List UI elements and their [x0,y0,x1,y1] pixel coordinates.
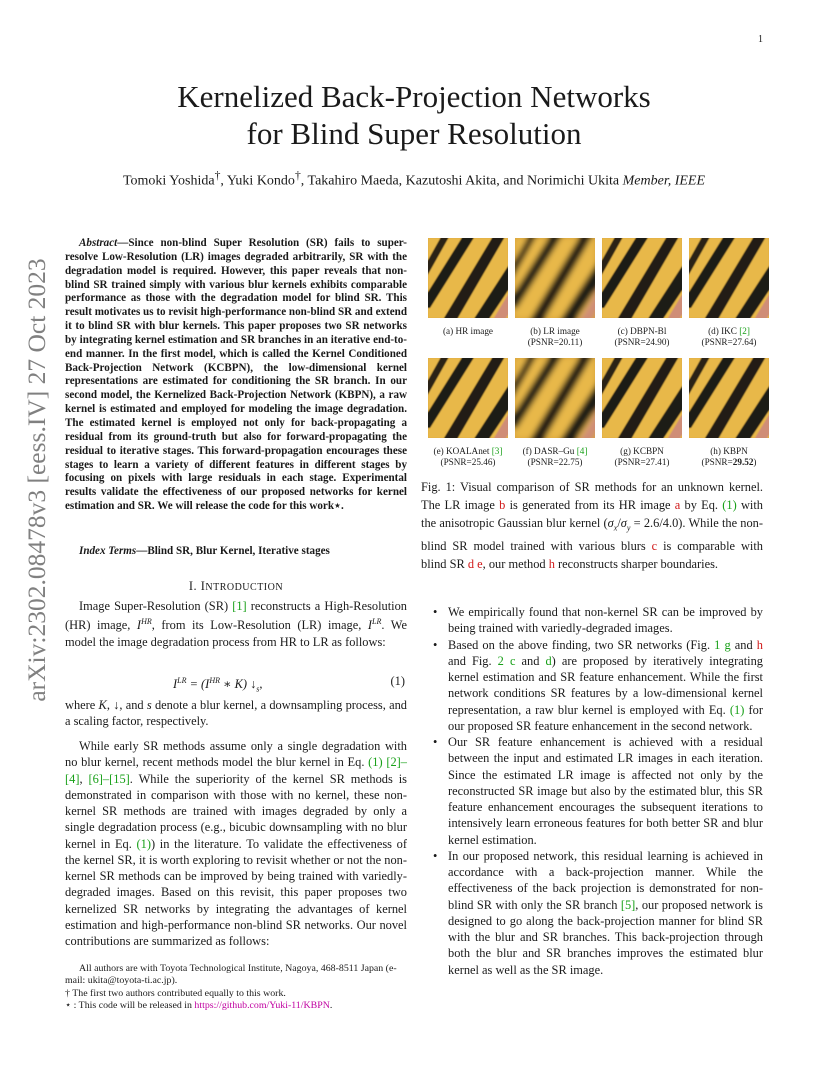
figure-link[interactable]: d [545,653,552,668]
subfigure-psnr: (PSNR=27.41) [614,457,670,467]
subfigure-caption [686,326,772,348]
citation-link[interactable]: [2]–[4] [65,755,407,786]
subfigure-link[interactable]: d [467,557,475,572]
abstract-label: Abstract [79,237,118,249]
list-item [433,637,763,735]
list-item-text: , our proposed network is designed to go along the back-projection manner for blind SR with the blur and SR branches. This back-projection through both the blur and SR branches improves the estimated blur kernel as well as the SR image. [448,897,764,977]
subfigure-image [602,358,682,438]
list-item-text: We empirically found that non-kernel SR can be improved by being trained with variedly-degraded images. [448,605,763,636]
figure-1 [428,238,773,470]
figure-link[interactable]: 2 [497,653,504,668]
subfigure-caption-title [599,326,685,337]
subfigure-psnr: (PSNR=24.90) [614,337,670,347]
subfigure-psnr: (PSNR=22.75) [527,457,583,467]
subfigure-caption-title [599,446,685,457]
equation-link[interactable]: (1) [368,755,383,770]
subfigure-caption [425,326,511,337]
subfigure-caption [512,326,598,348]
subfigure-caption [425,446,511,468]
list-item-text: and Fig. [448,653,498,668]
section-heading-introduction: I. INTRODUCTION [188,579,284,593]
subfigure-caption-label: (b) LR image [530,326,580,336]
equation-link[interactable]: (1) [722,498,737,512]
subfigure-caption-title [686,326,772,337]
citation-link[interactable]: [6]–[15] [88,771,130,786]
list-item-text: and [515,653,546,668]
subfigure-caption [686,446,772,468]
contributions-list [433,604,763,978]
footnotes [65,963,407,1012]
paper-title [0,78,828,152]
subfigure-image [515,238,595,318]
intro-p3-text-c: ) in the literature. To validate the effectiveness of the kernel SR, it is worth exploring to revisit whether or not the non-kernel SR methods can be improved by being trained with variedly-degraded images. Based on this revisit, this paper proposes two kernelized SR networks by integrating the advantages of kernel estimation and high-performance non-blind SR networks. Our novel contributions are summarized as follows: [65,836,407,948]
citation-link[interactable]: [2] [739,326,750,336]
subfigure-caption-title [686,446,772,457]
caption-text: is generated from its HR image [505,498,675,512]
subfigure-psnr: (PSNR=27.64) [701,337,757,347]
intro-paragraph-3 [65,738,407,949]
list-item-text: Based on the above finding, two SR networks (Fig. [448,637,715,652]
caption-text: by Eq. [680,498,723,512]
footnote-equal-contribution: † The first two authors contributed equally to this work. [65,987,286,999]
subfigure-caption-label: (d) IKC [708,326,740,336]
list-item-text: Our SR feature enhancement is achieved with a residual between the input and estimated LR images in each iteration. Since the estimated LR image is affected not only by the reconstructed SR image but also by the estimated blur, this SR feature enhancement encourages the subsequent iterations to intensively learn erroneous features for both better SR and blur kernel estimation. [448,735,763,847]
subfigure-caption [599,446,685,468]
equation-number: (1) [390,674,405,688]
subfigure-caption-label: (a) HR image [442,326,493,336]
index-terms-text: —Blind SR, Blur Kernel, Iterative stages [136,545,330,557]
subfigure-link[interactable]: c [651,539,658,554]
caption-text: with the anisotropic Gaussian blur kernel $(\sigma_x/\sigma_y = 2.6/4.0)$. While the non-blind SR model trained with various blurs [421,498,763,554]
citation-link[interactable]: [5] [620,897,636,912]
separator: , [79,771,89,786]
list-item [433,734,763,848]
subfigure-caption-label: (c) DBPN-Bl [617,326,667,336]
figure-link[interactable]: g [724,637,731,652]
caption-text: is comparable with blind SR [421,539,763,572]
subfigure-link[interactable]: h [548,557,555,572]
subfigure-image [515,358,595,438]
subfigure-image [428,238,508,318]
subfigure-caption-label: (e) KOALAnet [433,446,492,456]
subfigure-image [428,358,508,438]
page-number: 1 [758,34,763,45]
abstract [65,237,407,514]
list-item-text: and [730,637,757,652]
subfigure-caption-label: (h) KBPN [710,446,748,456]
caption-text: , our method [482,557,549,572]
abstract-text: —Since non-blind Super Resolution (SR) fails to super-resolve Low-Resolution (LR) images degraded arbitrarily, SR with the degradation model is required. However, this paper reveals that non-blind SR trained simply with various blur kernels exhibits comparable performance as those with the degradation model for blind SR. This result motivates us to revisit high-performance non-blind SR and extend it to blind SR with blur kernels. This paper proposes two SR networks by integrating kernel estimation and SR branches in an iterative end-to-end manner. In the first model, which is called the Kernel Conditioned Back-Projection Network (KCBPN), the low-dimensional kernel representations are estimated for conditioning the SR branch. In our second model, the Kernelized Back-Projection Network (KBPN), a raw kernel is estimated and employed for modeling the image degradation. The estimated kernel is employed not only for back-propagating a residual from its ground-truth but also for forward-propagating the residual to iterative stages. This forward-propagation encourages these stages to learn a variety of different features in different stages by focusing on pixels with large residuals in each stage. Experimental results validate the effectiveness of our proposed networks for kernel estimation and SR. We will release the code for this work⋆. [65,237,407,513]
caption-text: reconstructs sharper boundaries. [554,557,719,572]
list-item-text: for our proposed SR feature enhancement in the second network. [448,702,764,733]
intro-p3-text-a: While early SR methods assume only a single degradation with no blur kernel, recent methods model the blur kernel in Eq. [65,739,407,770]
subfigure-link[interactable]: b [499,498,506,512]
subfigure-caption-title [425,326,511,337]
equation-link[interactable]: (1) [136,836,151,851]
intro-paragraph-2: where K, ↓, and s denote a blur kernel, a downsampling process, and a scaling factor, respectively. [65,698,407,729]
subfigure-link[interactable]: a [674,498,681,512]
list-item [433,604,763,637]
list-item-text: In our proposed network, this residual learning is achieved in accordance with a back-projection manner. While the effectiveness of the back projection is demonstrated for non-blind SR with only the SR branch [448,848,763,912]
subfigure-psnr: (PSNR=20.11) [527,337,583,347]
subfigure-caption [512,446,598,468]
caption-text: Fig. 1: Visual comparison of SR methods for an unknown kernel. The LR image [421,480,763,512]
citation-link[interactable]: [1] [232,599,247,613]
subfigure-image [689,358,769,438]
footnote-affiliation: All authors are with Toyota Technological Institute, Nagoya, 468-8511 Japan (e-mail: ukita@toyota-ti.ac.jp). [65,963,397,987]
subfigure-caption-label: (g) KCBPN [620,446,664,456]
subfigure-image [689,238,769,318]
intro-p1-text-a: Image Super-Resolution (SR) [79,599,233,613]
subfigure-caption-title [512,326,598,337]
equation-link[interactable]: (1) [729,702,745,717]
subfigure-link[interactable]: h [756,637,763,652]
subfigure-psnr: (PSNR=25.46) [440,457,496,467]
footnote-code [65,1000,407,1012]
subfigure-caption-title [512,446,598,457]
list-item-text: ) are proposed by iteratively integrating kernel estimation and SR feature enhancement. While the first network conditions SR features by a low-dimensional kernel representation, a raw blur kernel is employed with Eq. [448,653,763,717]
footnote-code-text: ⋆ : This code will be released in [65,999,195,1011]
index-terms-label: Index Terms [79,545,137,557]
arxiv-stamp [22,258,52,702]
list-item [433,848,763,978]
intro-paragraph-1: Image Super-Resolution (SR) [1] reconstructs a High-Resolution (HR) image, $I^{HR}$, from its Low-Resolution (LR) image, $I^{LR}$. We model the image degradation process from HR to LR as follows: [65,599,408,649]
figure-link[interactable]: c [509,653,516,668]
figure-1-caption [421,478,763,573]
subfigure-image [602,238,682,318]
index-terms [65,543,407,559]
arxiv-stamp-text: arXiv:2302.08478v3 [eess.IV] 27 Oct 2023 [22,258,51,702]
subfigure-caption-label: (f) DASR–Gu [522,446,577,456]
subfigure-psnr: (PSNR=29.52) [701,457,757,467]
title-line-1: Kernelized Back-Projection Networks [177,79,651,114]
citation-link[interactable]: [4] [576,446,588,456]
subfigure-caption-title [425,446,511,457]
intro-p3-text-b: . While the superiority of the kernel SR methods is demonstrated in comparison with those with no kernel, these non-kernel SR methods are trained with images degraded by only a single degradation process (e.g., bicubic downsampling with no blur kernel in Eq. [65,771,407,851]
footnote-code-end: . [329,999,333,1011]
title-line-2: for Blind Super Resolution [246,116,582,151]
subfigure-link[interactable]: e [477,557,483,572]
equation-formula: $I^{LR} = (I^{HR}$ ∗ K) $↓_s$, [173,676,263,694]
figure-link[interactable]: 1 [714,637,721,652]
author-list: Tomoki Yoshida†, Yuki Kondo†, Takahiro Maeda, Kazutoshi Akita, and Norimichi Ukita Member, IEEE [122,169,706,189]
subfigure-caption [599,326,685,348]
code-repository-link[interactable]: https://github.com/Yuki-11/KBPN [194,999,330,1011]
citation-link[interactable]: [3] [491,446,503,456]
